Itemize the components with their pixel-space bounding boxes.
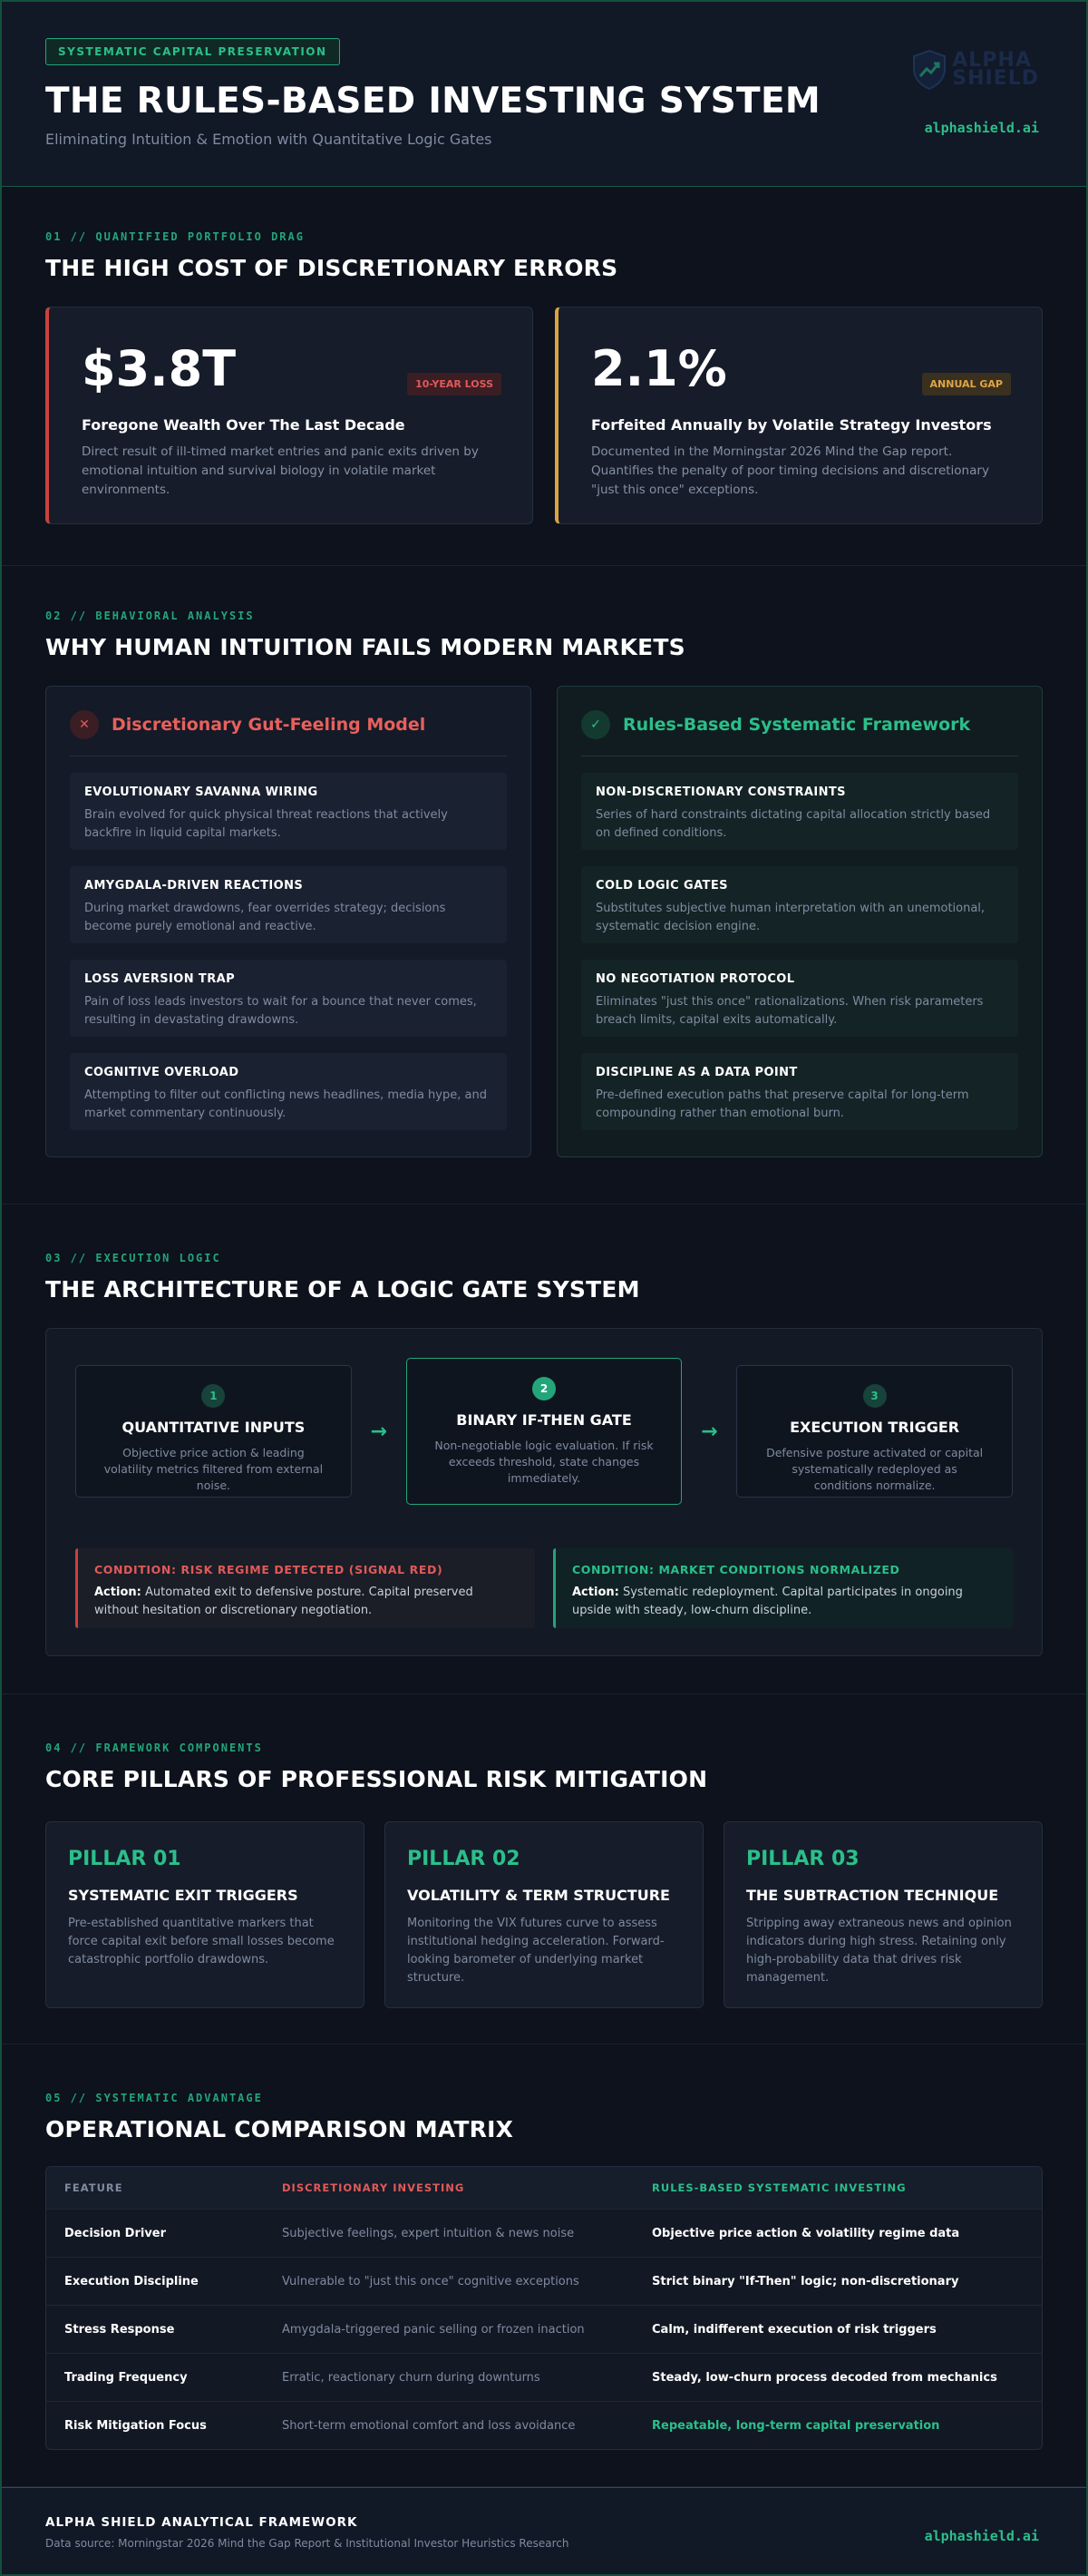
step-number: 1 <box>201 1384 225 1408</box>
section-title: THE HIGH COST OF DISCRETIONARY ERRORS <box>45 255 618 281</box>
section-framework-components <box>2 1694 1086 2044</box>
table-cell: Trading Frequency <box>64 2370 188 2385</box>
table-row <box>46 2305 1042 2353</box>
section-title: THE ARCHITECTURE OF A LOGIC GATE SYSTEM <box>45 1276 640 1303</box>
pillar-card <box>724 1821 1043 2008</box>
step-quantitative-inputs <box>75 1365 352 1498</box>
pillar-title: THE SUBTRACTION TECHNIQUE <box>746 1887 999 1904</box>
logo-text-line1: ALPHA <box>952 49 1032 72</box>
table-cell: Subjective feelings, expert intuition & news noise <box>282 2226 575 2240</box>
page-footer <box>2 2487 1086 2574</box>
systematic-framework-panel <box>557 686 1043 1157</box>
condition-risk-detected <box>75 1548 535 1628</box>
section-label: 01 // QUANTIFIED PORTFOLIO DRAG <box>45 230 305 243</box>
cost-heading: Forfeited Annually by Volatile Strategy Investors <box>591 416 992 434</box>
table-cell: Stress Response <box>64 2322 175 2337</box>
table-row <box>46 2257 1042 2305</box>
step-title: QUANTITATIVE INPUTS <box>121 1419 306 1436</box>
step-title: BINARY IF-THEN GATE <box>456 1411 632 1429</box>
item-description: Eliminates "just this once" rationalizations. When risk parameters breach limits, capital exits automatically. <box>596 995 984 1027</box>
condition-normalized <box>553 1548 1013 1628</box>
section-behavioral-analysis <box>2 566 1086 1205</box>
table-row <box>46 2401 1042 2449</box>
table-cell: Amygdala-triggered panic selling or frozen inaction <box>282 2322 585 2337</box>
section-label: 05 // SYSTEMATIC ADVANTAGE <box>45 2092 263 2104</box>
table-cell: Risk Mitigation Focus <box>64 2418 207 2433</box>
action-label: Action: <box>572 1586 619 1599</box>
item-description: During market drawdowns, fear overrides strategy; decisions become purely emotional and reactive. <box>84 902 446 933</box>
arrow-right-icon: → <box>370 1420 387 1443</box>
page-header <box>2 2 1086 187</box>
table-cell: Execution Discipline <box>64 2274 199 2288</box>
section-label: 03 // EXECUTION LOGIC <box>45 1252 221 1264</box>
section-title: OPERATIONAL COMPARISON MATRIX <box>45 2116 514 2142</box>
table-cell: Objective price action & volatility regime data <box>652 2226 960 2240</box>
list-item <box>581 1053 1018 1130</box>
item-title: COGNITIVE OVERLOAD <box>84 1066 239 1079</box>
item-description: Pre-defined execution paths that preserve capital for long-term compounding rather than emotional burn. <box>596 1088 969 1120</box>
pillar-title: VOLATILITY & TERM STRUCTURE <box>407 1887 670 1904</box>
item-title: LOSS AVERSION TRAP <box>84 972 235 986</box>
table-cell: Steady, low-churn process decoded from mechanics <box>652 2370 997 2385</box>
logo-text-line2: SHIELD <box>952 67 1039 90</box>
condition-text <box>572 1584 996 1620</box>
pillar-number: PILLAR 02 <box>407 1848 520 1870</box>
pillar-description: Monitoring the VIX futures curve to assess institutional hedging acceleration. Forward-looking barometer of underlying market structure. <box>407 1917 665 1985</box>
table-cell: Erratic, reactionary churn during downturns <box>282 2370 540 2385</box>
section-portfolio-drag <box>2 187 1086 566</box>
arrow-right-icon: → <box>701 1420 718 1443</box>
panel-title: Rules-Based Systematic Framework <box>623 715 971 735</box>
table-cell: Decision Driver <box>64 2226 167 2240</box>
comparison-table <box>45 2166 1043 2450</box>
table-cell: Repeatable, long-term capital preservation <box>652 2418 940 2433</box>
pillar-description: Pre-established quantitative markers that force capital exit before small losses become catastrophic portfolio drawdowns. <box>68 1917 335 1966</box>
footer-title: ALPHA SHIELD ANALYTICAL FRAMEWORK <box>45 2515 358 2530</box>
item-description: Attempting to filter out conflicting news headlines, media hype, and market commentary continuously. <box>84 1088 487 1120</box>
list-item <box>70 960 507 1037</box>
action-label: Action: <box>94 1586 141 1599</box>
cost-heading: Foregone Wealth Over The Last Decade <box>82 416 405 434</box>
item-description: Pain of loss leads investors to wait for a bounce that never comes, resulting in devastating drawdowns. <box>84 995 477 1027</box>
page-title: THE RULES-BASED INVESTING SYSTEM <box>45 81 821 122</box>
item-title: DISCIPLINE AS A DATA POINT <box>596 1066 798 1079</box>
pillar-card <box>45 1821 364 2008</box>
section-label: 04 // FRAMEWORK COMPONENTS <box>45 1742 263 1754</box>
pillar-number: PILLAR 03 <box>746 1848 860 1870</box>
list-item <box>70 866 507 943</box>
discretionary-model-panel <box>45 686 531 1157</box>
panel-title: Discretionary Gut-Feeling Model <box>112 715 426 735</box>
brand-logo <box>910 49 1039 91</box>
pillar-description: Stripping away extraneous news and opinion indicators during high stress. Retaining only high-probability data that drives risk management. <box>746 1917 1012 1985</box>
header-badge: SYSTEMATIC CAPITAL PRESERVATION <box>45 38 340 65</box>
footer-domain-link[interactable]: alphashield.ai <box>924 2528 1039 2544</box>
item-description: Substitutes subjective human interpretation with an unemotional, systematic decision engine. <box>596 902 986 933</box>
footer-source: Data source: Morningstar 2026 Mind the Gap Report & Institutional Investor Heuristics Research <box>45 2537 569 2550</box>
section-comparison-matrix <box>2 2044 1086 2487</box>
header-domain-link[interactable]: alphashield.ai <box>924 120 1039 136</box>
cost-card-wealth <box>45 307 533 524</box>
column-header: DISCRETIONARY INVESTING <box>282 2181 465 2194</box>
close-icon: ✕ <box>70 710 99 739</box>
list-item <box>581 773 1018 850</box>
cost-tag: 10-YEAR LOSS <box>407 373 501 395</box>
list-item <box>581 866 1018 943</box>
pillar-title: SYSTEMATIC EXIT TRIGGERS <box>68 1887 298 1904</box>
item-description: Brain evolved for quick physical threat reactions that actively backfire in liquid capital markets. <box>84 808 448 840</box>
list-item <box>70 773 507 850</box>
pillar-card <box>384 1821 704 2008</box>
section-title: WHY HUMAN INTUITION FAILS MODERN MARKETS <box>45 634 685 660</box>
table-cell: Vulnerable to "just this once" cognitive exceptions <box>282 2274 579 2288</box>
step-number: 3 <box>863 1384 887 1408</box>
cost-value: $3.8T <box>82 340 237 397</box>
shield-icon <box>910 49 948 91</box>
condition-title: CONDITION: MARKET CONDITIONS NORMALIZED <box>572 1563 900 1576</box>
list-item <box>70 1053 507 1130</box>
table-cell: Strict binary "If-Then" logic; non-discretionary <box>652 2274 959 2288</box>
table-row <box>46 2353 1042 2401</box>
step-number: 2 <box>532 1377 556 1400</box>
section-execution-logic <box>2 1205 1086 1694</box>
step-description: Objective price action & leading volatility metrics filtered from external noise. <box>103 1446 324 1492</box>
step-execution-trigger <box>736 1365 1013 1498</box>
cost-value: 2.1% <box>591 340 727 397</box>
step-description: Non-negotiable logic evaluation. If risk exceeds threshold, state changes immediately. <box>434 1439 654 1485</box>
page-subtitle: Eliminating Intuition & Emotion with Quantitative Logic Gates <box>45 131 492 148</box>
step-description: Defensive posture activated or capital systematically redeployed as conditions normalize. <box>766 1446 984 1492</box>
item-title: COLD LOGIC GATES <box>596 879 728 893</box>
section-title: CORE PILLARS OF PROFESSIONAL RISK MITIGATION <box>45 1766 708 1792</box>
table-header-row <box>46 2167 1042 2209</box>
action-text: Systematic redeployment. Capital participates in ongoing upside with steady, low-churn discipline. <box>572 1586 963 1617</box>
cost-description: Direct result of ill-timed market entries and panic exits driven by emotional intuition and survival biology in volatile market environments. <box>82 444 479 497</box>
step-binary-gate <box>406 1358 683 1505</box>
column-header: FEATURE <box>64 2181 123 2194</box>
item-title: AMYGDALA-DRIVEN REACTIONS <box>84 879 304 893</box>
list-item <box>581 960 1018 1037</box>
logic-gate-diagram <box>45 1328 1043 1656</box>
table-row <box>46 2209 1042 2257</box>
item-description: Series of hard constraints dictating capital allocation strictly based on defined conditions. <box>596 808 991 840</box>
condition-text <box>94 1584 519 1620</box>
check-icon: ✓ <box>581 710 610 739</box>
item-title: EVOLUTIONARY SAVANNA WIRING <box>84 785 318 799</box>
item-title: NON-DISCRETIONARY CONSTRAINTS <box>596 785 846 799</box>
table-cell: Short-term emotional comfort and loss avoidance <box>282 2418 576 2433</box>
action-text: Automated exit to defensive posture. Capital preserved without hesitation or discretionary negotiation. <box>94 1586 473 1617</box>
item-title: NO NEGOTIATION PROTOCOL <box>596 972 795 986</box>
section-label: 02 // BEHAVIORAL ANALYSIS <box>45 610 255 622</box>
column-header: RULES-BASED SYSTEMATIC INVESTING <box>652 2181 907 2194</box>
pillar-number: PILLAR 01 <box>68 1848 181 1870</box>
cost-card-annual-gap <box>555 307 1043 524</box>
table-cell: Calm, indifferent execution of risk triggers <box>652 2322 937 2337</box>
cost-description: Documented in the Morningstar 2026 Mind the Gap report. Quantifies the penalty of poor timing decisions and discretionary "just this once" exceptions. <box>591 444 989 497</box>
step-title: EXECUTION TRIGGER <box>790 1419 960 1436</box>
condition-title: CONDITION: RISK REGIME DETECTED (SIGNAL RED) <box>94 1563 443 1576</box>
cost-tag: ANNUAL GAP <box>922 373 1011 395</box>
